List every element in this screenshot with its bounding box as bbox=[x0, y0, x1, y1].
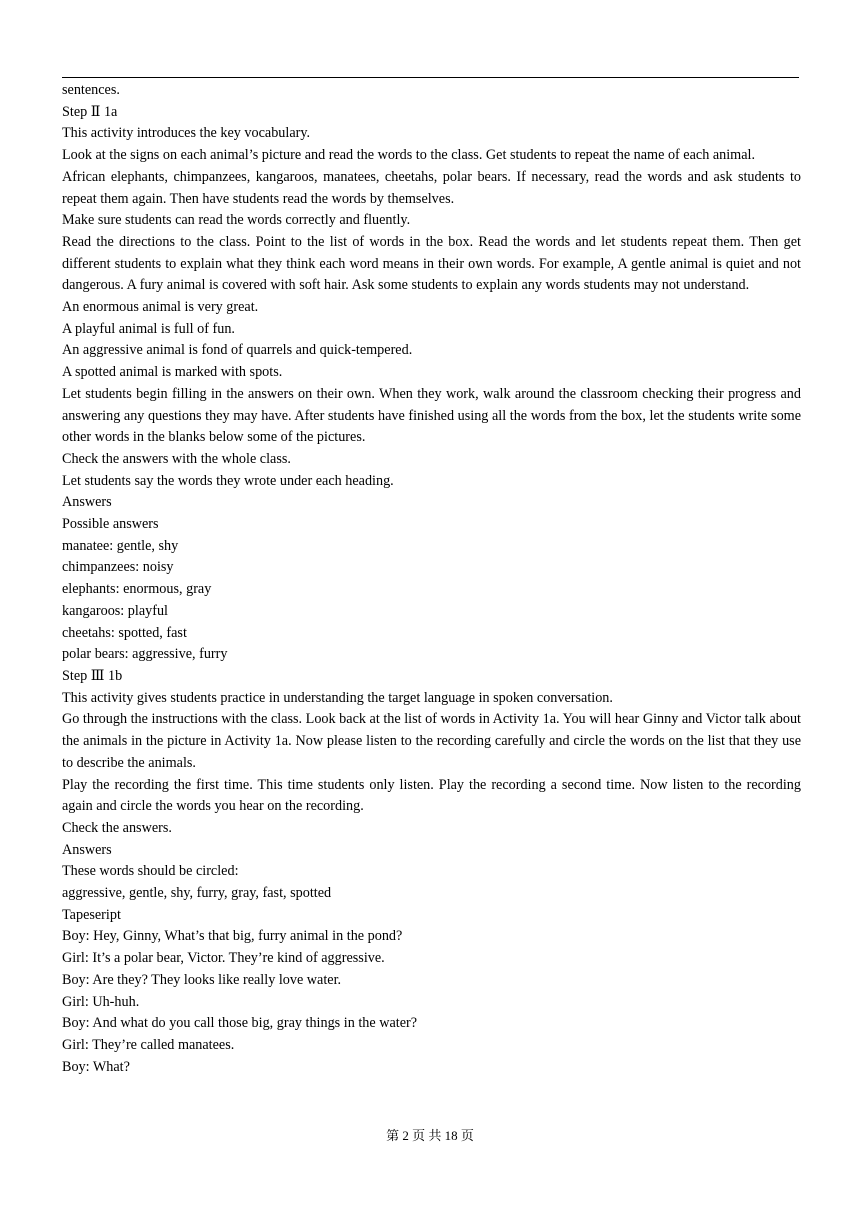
dialogue-line: Boy: What? bbox=[62, 1058, 130, 1075]
paragraph: sentences. bbox=[62, 82, 120, 98]
paragraph: Read the directions to the class. Point to the list of words in the box. Read the words and let students repeat them. Then get different students to explain what they think each word means in their own words. For example, A gentle animal is quiet and not dangerous. A fury animal is covered with soft hair. Ask some students to explain any words students may not understand. bbox=[62, 233, 801, 294]
paragraph: Go through the instructions with the class. Look back at the list of words in Activity 1a. You will hear Ginny and Victor talk about the animals in the picture in Activity 1a. Now please listen to the recording carefully and circle the words on the list that they use to describe the animals. bbox=[62, 711, 801, 771]
paragraph: Look at the signs on each animal’s picture and read the words to the class. Get students to repeat the name of each animal. bbox=[62, 147, 755, 164]
paragraph: This activity gives students practice in understanding the target language in spoken conversation. bbox=[62, 689, 613, 706]
paragraph: A playful animal is full of fun. bbox=[62, 320, 235, 337]
paragraph: Check the answers. bbox=[62, 819, 172, 836]
dialogue-line: Girl: They’re called manatees. bbox=[62, 1036, 235, 1053]
paragraph: These words should be circled: bbox=[62, 863, 239, 880]
dialogue-line: Girl: It’s a polar bear, Victor. They’re kind of aggressive. bbox=[62, 950, 385, 967]
answer-line: chimpanzees: noisy bbox=[62, 559, 174, 576]
paragraph: This activity introduces the key vocabulary. bbox=[62, 125, 311, 142]
answer-line: aggressive, gentle, shy, furry, gray, fast, spotted bbox=[62, 885, 332, 902]
paragraph: Make sure students can read the words correctly and fluently. bbox=[62, 212, 411, 229]
paragraph: African elephants, chimpanzees, kangaroos, manatees, cheetahs, polar bears. If necessary, read the words and ask students to repeat them again. Then have students read the words by themselves. bbox=[62, 168, 801, 207]
step-heading: Step Ⅱ 1a bbox=[62, 103, 118, 120]
answer-line: manatee: gentle, shy bbox=[62, 537, 179, 554]
dialogue-line: Girl: Uh-huh. bbox=[62, 993, 140, 1010]
dialogue-line: Boy: Are they? They looks like really love water. bbox=[62, 971, 342, 988]
paragraph: Let students begin filling in the answers on their own. When they work, walk around the classroom checking their progress and answering any questions they may have. After students have finished using all the words from the box, let the students write some other words in the blanks below some of the pictures. bbox=[62, 385, 801, 446]
paragraph: A spotted animal is marked with spots. bbox=[62, 364, 283, 381]
paragraph: Let students say the words they wrote under each heading. bbox=[62, 472, 394, 489]
answer-line: cheetahs: spotted, fast bbox=[62, 624, 187, 641]
paragraph: Possible answers bbox=[62, 516, 159, 533]
document-body bbox=[62, 80, 801, 1078]
paragraph: Play the recording the first time. This time students only listen. Play the recording a second time. Now listen to the recording again and circle the words you hear on the recording. bbox=[62, 776, 801, 815]
answer-line: elephants: enormous, gray bbox=[62, 581, 212, 598]
paragraph: Check the answers with the whole class. bbox=[62, 450, 291, 467]
paragraph: An enormous animal is very great. bbox=[62, 299, 259, 316]
answer-line: kangaroos: playful bbox=[62, 602, 168, 619]
answers-heading: Answers bbox=[62, 841, 112, 858]
page-footer: 第 2 页 共 18 页 bbox=[386, 1128, 474, 1143]
dialogue-line: Boy: And what do you call those big, gray things in the water? bbox=[62, 1015, 418, 1032]
dialogue-line: Boy: Hey, Ginny, What’s that big, furry animal in the pond? bbox=[62, 928, 403, 945]
step-heading: Step Ⅲ 1b bbox=[62, 667, 123, 684]
tapescript-heading: Tapeseript bbox=[62, 906, 121, 923]
answer-line: polar bears: aggressive, furry bbox=[62, 646, 228, 663]
header-rule bbox=[62, 77, 799, 78]
paragraph: An aggressive animal is fond of quarrels and quick-tempered. bbox=[62, 342, 413, 359]
answers-heading: Answers bbox=[62, 494, 112, 511]
